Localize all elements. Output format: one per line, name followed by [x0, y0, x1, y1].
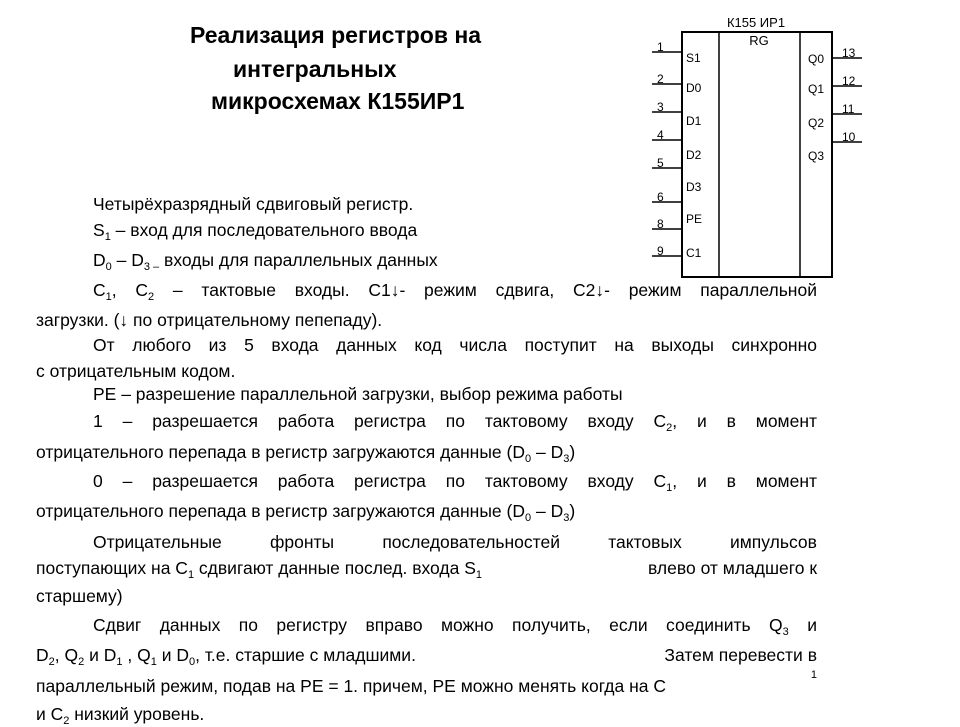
pin-number-3: 3: [657, 100, 664, 114]
pin-number-9: 9: [657, 244, 664, 258]
pin-label-q2: Q2: [808, 116, 825, 130]
pin-number-5: 5: [657, 156, 664, 170]
slide-title-line-2: интегральных: [233, 56, 397, 82]
text-shift-right-line-3: параллельный режим, подав на PE = 1. причем, PE можно менять когда на C 1: [36, 669, 817, 696]
pin-number-8: 8: [657, 217, 664, 231]
slide-title-line-3: микросхемах К155ИР1: [211, 88, 465, 114]
pin-number-13: 13: [842, 46, 856, 60]
text-register-description: Четырёхразрядный сдвиговый регистр.: [93, 194, 414, 214]
text-d-inputs-description: $D_0 - D_{3 -}$ входы для параллельных данных: [93, 250, 438, 273]
text-mode-0-line-1: 0 – разрешается работа регистра по тактовому входу $C_1$, и в момент: [93, 471, 818, 494]
chip-name: К155 ИР1: [726, 15, 786, 30]
text-shift-right-line-1: Сдвиг данных по регистру вправо можно получить, если соединить $Q_3$ и: [93, 615, 817, 638]
pin-number-1: 1: [657, 40, 664, 54]
text-shift-left-line-1: Отрицательные фронты последовательностей тактовых импульсов: [93, 532, 817, 552]
pin-number-11: 11: [842, 102, 855, 116]
pin-label-d1: D1: [686, 114, 702, 128]
text-pe-description: PE – разрешение параллельной загрузки, выбор режима работы: [93, 384, 623, 404]
pin-label-q0: Q0: [808, 52, 825, 66]
pin-number-6: 6: [657, 190, 664, 204]
text-mode-1-line-1: 1 – разрешается работа регистра по тактовому входу $C_2$, и в момент: [93, 411, 818, 434]
pin-label-c1: C1: [686, 246, 702, 260]
text-s1-description: $S_1$ – вход для последовательного ввода: [93, 220, 418, 243]
pin-label-d2: D2: [686, 148, 702, 162]
pin-label-pe: PE: [686, 212, 703, 226]
text-shift-left-line-2: поступающих на $C_1$ сдвигают данные послед. входа $S_1$ влево от младшего к: [36, 558, 817, 581]
text-shift-right-line-2: $D_2$, $Q_2$ и $D_1$ , $Q_1$ и $D_0$, т.е. старшие с младшими. Затем перевести в: [36, 645, 817, 668]
text-shift-left-line-3: старшему): [36, 586, 123, 606]
text-shift-right-line-4: и $C_2$ низкий уровень.: [36, 704, 205, 727]
text-clock-inputs-line-1: $C_1$, $C_2$ – тактовые входы. C1↓- режим сдвига, C2↓- режим параллельной: [93, 280, 817, 303]
pin-number-10: 10: [842, 130, 856, 144]
text-data-input-line-2: с отрицательным кодом.: [36, 361, 236, 381]
pin-label-d3: D3: [686, 180, 702, 194]
pin-label-s1: S1: [686, 51, 701, 65]
pin-number-4: 4: [657, 128, 664, 142]
text-mode-1-line-2: отрицательного перепада в регистр загружаются данные $(D_0 - D_3)$: [36, 442, 576, 465]
pin-label-q1: Q1: [808, 82, 825, 96]
pin-number-2: 2: [657, 72, 664, 86]
text-data-input-line-1: От любого из 5 входа данных код числа поступит на выходы синхронно: [93, 335, 817, 355]
chip-type: RG: [749, 33, 769, 48]
text-mode-0-line-2: отрицательного перепада в регистр загружаются данные $(D_0 - D_3)$: [36, 501, 576, 524]
text-clock-inputs-line-2: загрузки. (↓ по отрицательному пепепаду).: [36, 310, 383, 330]
slide-title-line-1: Реализация регистров на: [190, 22, 482, 48]
pin-label-d0: D0: [686, 81, 702, 95]
pin-number-12: 12: [842, 74, 856, 88]
pin-label-q3: Q3: [808, 149, 825, 163]
